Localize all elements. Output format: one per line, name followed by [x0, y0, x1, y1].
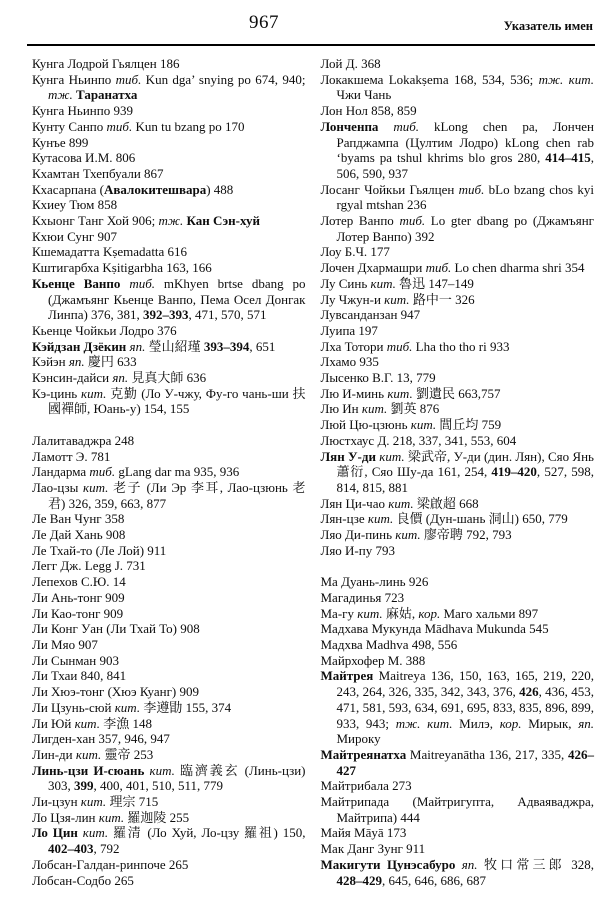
index-entry: [321, 119, 595, 182]
index-entry: [32, 511, 306, 527]
entry-segment: 414–415: [545, 150, 591, 166]
index-entry: [321, 339, 595, 355]
entry-segment: кит.: [410, 417, 437, 433]
entry-segment: кит.: [370, 275, 396, 291]
index-entry: [32, 244, 306, 260]
entry-segment: Maitreya 136, 150, 163, 165, 219, 220, 243, 264, 326, 335, 342, 343, 376,: [336, 668, 594, 700]
index-entry: [32, 166, 306, 182]
index-column-left: [32, 56, 306, 888]
index-entry: [32, 527, 306, 543]
entry-segment: яп.: [578, 715, 594, 731]
index-entry: [321, 292, 595, 308]
entry-segment: Мироку: [336, 731, 381, 747]
entry-segment: тиб.: [129, 275, 156, 291]
index-entry: [321, 841, 595, 857]
entry-segment: кит.: [367, 511, 394, 527]
entry-segment: 老子 (Ли Эр 李耳, Лао-цзюнь 老君) 326, 359, 663, 877: [48, 479, 306, 511]
entry-segment: ) 488: [206, 181, 234, 197]
entry-segment: 李漁 148: [99, 715, 152, 731]
entry-segment: Лу Чжун-и: [320, 291, 385, 307]
entry-segment: Ма-гу: [320, 605, 358, 621]
entry-segment: кит.: [81, 385, 107, 401]
index-entry: [321, 857, 595, 888]
entry-segment: 廖帝聘 792, 793: [420, 527, 512, 543]
header-rule: [27, 44, 595, 46]
entry-segment: Лу Синь: [320, 275, 371, 291]
index-entry: [32, 370, 306, 386]
index-entry: [32, 684, 306, 700]
entry-segment: Кхамтан Тхепбуали 867: [32, 165, 164, 181]
entry-segment: тиб.: [89, 464, 116, 480]
entry-segment: Кан Сэн-хуй: [186, 213, 260, 229]
entry-segment: Маго хальми 897: [440, 605, 539, 621]
index-entry: [32, 747, 306, 763]
entry-segment: bLo bzang chos kyi rgyal mtshan 236: [336, 181, 594, 213]
entry-segment: Лин-ди: [32, 746, 76, 762]
entry-segment: 劉遺民 663,757: [412, 385, 501, 401]
index-entry: [321, 653, 595, 669]
entry-segment: кит.: [379, 448, 405, 464]
index-entry: [32, 700, 306, 716]
entry-segment: Магадинья 723: [320, 589, 405, 605]
index-entry: [321, 56, 595, 72]
index-entry: [321, 778, 595, 794]
entry-segment: Лобсан-Галдан-ринпоче 265: [32, 856, 189, 872]
entry-segment: Люстхаус Д. 218, 337, 341, 553, 604: [320, 432, 517, 448]
index-entry: [32, 590, 306, 606]
entry-segment: Легг Дж. Legg J. 731: [32, 558, 146, 574]
entry-segment: 392–393: [143, 307, 189, 323]
entry-segment: , 400, 401, 510, 511, 779: [93, 778, 224, 794]
entry-segment: 瑩山紹瑾: [145, 338, 204, 354]
entry-segment: Ло Цзя-лин: [32, 809, 99, 825]
entry-segment: 劉英 876: [387, 401, 440, 417]
entry-segment: Мирык,: [521, 715, 579, 731]
index-entry: [321, 72, 595, 103]
index-entry: [321, 433, 595, 449]
entry-segment: Лой Д. 368: [320, 56, 381, 71]
index-entry: [32, 339, 306, 355]
entry-segment: Ламотт Э. 781: [32, 448, 111, 464]
entry-segment: mKhyen brtse dbang po (Джамъянг Кьенце Ванпо, Пема Осел Донгак Линпа) 376, 381,: [48, 275, 306, 323]
entry-segment: Лао-цзы: [32, 479, 84, 495]
index-entry: [321, 825, 595, 841]
index-entry: [32, 433, 306, 449]
entry-segment: 393–394: [203, 338, 250, 354]
page-header: [0, 0, 600, 46]
entry-segment: Ли Као-тонг 909: [32, 605, 124, 621]
entry-segment: Линь-цзи И-сюань: [32, 762, 145, 778]
entry-segment: Ло Цин: [32, 825, 78, 841]
entry-segment: кит.: [395, 527, 421, 543]
entry-segment: тж.: [158, 213, 184, 229]
index-entry: [321, 621, 595, 637]
entry-segment: Майтрипада (Майтригупта, Адваяваджра, Майтрипа) 444: [320, 794, 594, 825]
index-entry: [321, 590, 595, 606]
index-entry: [321, 794, 595, 825]
entry-segment: Ма Дуань-линь 926: [320, 574, 429, 590]
entry-segment: 梁武帝, У-ди (дин. Лян), Сяо Янь 蕭衍, Сяо Шу-да 161, 254,: [336, 448, 594, 480]
index-entry: [32, 213, 306, 229]
entry-segment: кит.: [361, 401, 388, 417]
index-entry: [32, 182, 306, 198]
entry-segment: gLang dar ma 935, 936: [115, 464, 240, 480]
entry-segment: , 506, 590, 937: [336, 150, 594, 181]
entry-segment: Кунга Ньинпо: [32, 71, 116, 87]
entry-segment: Ли Конг Уан (Ли Тхай То) 908: [32, 621, 200, 637]
entry-segment: 梁啟超 668: [413, 495, 479, 511]
index-entry: [321, 182, 595, 213]
entry-segment: Ли Хюэ-тонг (Хюэ Куанг) 909: [32, 684, 200, 700]
entry-segment: Майтрибала 273: [320, 778, 412, 794]
entry-segment: Майтрея: [320, 668, 374, 684]
entry-segment: 魯迅 147–149: [395, 275, 474, 291]
entry-segment: Кхюи Сунг 907: [32, 228, 117, 244]
entry-segment: Кэнсин-дайси: [32, 370, 113, 386]
entry-segment: кит.: [83, 479, 109, 495]
index-entry: [321, 276, 595, 292]
entry-segment: , 527, 598, 814, 815, 881: [336, 464, 595, 495]
entry-segment: , 436, 453, 471, 581, 593, 634, 691, 695, 833, 835, 896, 899, 933, 943;: [336, 684, 595, 731]
index-entry: [32, 810, 306, 826]
entry-segment: 閭丘均 759: [436, 417, 502, 433]
index-entry: [32, 794, 306, 810]
index-entry: [321, 449, 595, 496]
entry-segment: Ли Сынман 903: [32, 652, 120, 668]
index-entry: [32, 449, 306, 465]
index-entry: [32, 150, 306, 166]
entry-segment: тж.: [538, 71, 564, 87]
index-entry: [32, 323, 306, 339]
entry-segment: Кэйдзан Дзёкин: [32, 338, 127, 354]
entry-segment: Ли Цзунь-сюй: [32, 699, 115, 715]
entry-segment: Локакшема Lokakṣema 168, 534, 536;: [320, 71, 539, 87]
entry-segment: Кшемадатта Kṣemadatta 616: [32, 244, 188, 260]
entry-segment: , 651: [249, 338, 276, 354]
index-entry: [32, 716, 306, 732]
index-entry: [32, 386, 306, 417]
index-entry: [321, 637, 595, 653]
entry-segment: тиб.: [106, 118, 133, 134]
entry-segment: Ли Ань-тонг 909: [32, 589, 125, 605]
entry-segment: kLong chen pa, Лончен Рапджампа (Цултим Лодро) kLong chen rab ‘byams pa tshul khrims blo gros 280,: [336, 118, 595, 166]
entry-segment: кит.: [80, 794, 107, 810]
entry-segment: тж.: [48, 87, 73, 103]
index-entry: [32, 276, 306, 323]
index-entry: [321, 511, 595, 527]
entry-segment: Кэйэн: [32, 354, 69, 370]
entry-segment: Лысенко В.Г. 13, 779: [320, 370, 436, 386]
index-entry: [321, 307, 595, 323]
index-entry: [32, 103, 306, 119]
entry-segment: Лян У-ди: [320, 448, 376, 464]
entry-segment: Кхасарпана (: [32, 181, 105, 197]
entry-segment: кит.: [98, 809, 125, 825]
entry-segment: Лян Ци-чао: [320, 495, 389, 511]
entry-segment: кор.: [499, 715, 522, 731]
index-entry: [321, 213, 595, 244]
entry-segment: кит.: [357, 605, 383, 621]
entry-segment: кит.: [388, 495, 414, 511]
entry-segment: тиб.: [386, 338, 413, 354]
entry-segment: [378, 119, 393, 134]
index-entry: [321, 417, 595, 433]
entry-segment: яп.: [461, 856, 478, 872]
entry-segment: 羅迦陵 255: [124, 809, 190, 825]
index-entry: [321, 323, 595, 339]
index-entry: [321, 543, 595, 559]
entry-segment: 羅清 (Ло Хуй, Ло-цзу 羅祖) 150,: [108, 825, 306, 841]
index-entry: [32, 574, 306, 590]
index-entry: [321, 606, 595, 622]
entry-segment: Лосанг Чойкьи Гьялцен: [320, 181, 459, 197]
entry-segment: Чжи Чань: [336, 87, 392, 103]
entry-segment: Кунту Санпо: [32, 118, 107, 134]
index-entry: [32, 606, 306, 622]
entry-segment: Ли Юй: [32, 715, 75, 731]
index-entry: [321, 386, 595, 402]
index-entry: [32, 72, 306, 103]
entry-segment: 428–429: [336, 872, 382, 888]
index-entry: [32, 480, 306, 511]
entry-segment: Ле Ван Чунг 358: [32, 511, 125, 527]
entry-segment: Кхиеу Тюм 858: [32, 197, 118, 213]
index-entry: [321, 527, 595, 543]
entry-segment: 426–427: [336, 746, 594, 778]
entry-segment: тиб.: [399, 213, 426, 229]
entry-segment: Луипа 197: [320, 322, 378, 338]
entry-segment: Лотер Ванпо: [320, 213, 400, 229]
entry-segment: тиб.: [425, 260, 452, 276]
entry-segment: 426: [519, 684, 539, 700]
entry-segment: 慶円 633: [84, 354, 137, 370]
entry-segment: Maitreyanātha 136, 217, 335,: [406, 746, 568, 762]
entry-segment: Ли Мяо 907: [32, 637, 98, 652]
entry-segment: Майя Māyā 173: [320, 825, 407, 841]
entry-segment: 見真大師 636: [128, 370, 207, 386]
entry-segment: 理宗 715: [106, 794, 159, 810]
index-entry: [32, 260, 306, 276]
entry-segment: Макигути Цунэсабуро: [320, 856, 456, 872]
entry-segment: Милэ,: [452, 715, 500, 731]
index-entry: [32, 637, 306, 653]
entry-segment: кит.: [384, 291, 410, 307]
entry-segment: Лон Нол 858, 859: [320, 103, 417, 119]
index-entry: [321, 244, 595, 260]
entry-segment: , 792: [93, 841, 120, 857]
index-entry: [321, 260, 595, 276]
entry-segment: Лепехов С.Ю. 14: [32, 574, 126, 590]
entry-segment: Люй Цю-цзюнь: [320, 417, 411, 433]
index-entry: [321, 370, 595, 386]
entry-segment: Ландарма: [32, 464, 90, 480]
index-entry: [32, 464, 306, 480]
entry-segment: Авалокитешвара: [104, 181, 207, 197]
index-entry: [321, 574, 595, 590]
index-entry: [32, 763, 306, 794]
entry-segment: яп.: [129, 338, 146, 354]
index-entry: [32, 558, 306, 574]
entry-segment: , 645, 646, 686, 687: [382, 872, 486, 888]
entry-segment: Лонченпа: [320, 118, 379, 134]
index-entry: [321, 401, 595, 417]
entry-segment: Kun tu bzang po 170: [132, 118, 245, 134]
entry-segment: тж.: [395, 715, 421, 731]
entry-segment: 399: [74, 778, 94, 794]
index-entry: [32, 543, 306, 559]
entry-segment: Кьенце Чойкьи Лодро 376: [32, 322, 177, 338]
entry-segment: 419–420: [491, 464, 537, 480]
entry-segment: Лха Тотори: [320, 338, 387, 354]
index-entry: [32, 229, 306, 245]
entry-segment: Кунга Ньинпо 939: [32, 103, 133, 119]
entry-segment: кит.: [74, 715, 100, 731]
index-entry: [321, 496, 595, 512]
entry-segment: Лалитаваджра 248: [32, 432, 135, 448]
index-column-right: [321, 56, 595, 888]
index-entry: [321, 103, 595, 119]
entry-segment: Лю Ин: [320, 401, 362, 417]
entry-segment: 靈帝 253: [101, 746, 154, 762]
entry-segment: кит.: [387, 385, 413, 401]
entry-segment: Ле Дай Хань 908: [32, 527, 126, 543]
index-entry: [32, 354, 306, 370]
entry-segment: Кутасова И.М. 806: [32, 150, 136, 166]
index-entry: [32, 119, 306, 135]
index-entry: [32, 56, 306, 72]
entry-segment: кит.: [75, 746, 102, 762]
entry-segment: Ляо Ди-пинь: [320, 527, 396, 543]
index-entry: [32, 197, 306, 213]
entry-segment: кит.: [427, 715, 453, 731]
entry-segment: Таранатха: [75, 87, 138, 103]
entry-segment: 402–403: [48, 841, 94, 857]
entry-segment: кит.: [149, 762, 175, 778]
index-entry: [32, 135, 306, 151]
entry-segment: Кьенце Ванпо: [32, 275, 121, 291]
entry-segment: тиб.: [115, 71, 142, 87]
index-entry: [32, 668, 306, 684]
index-entry: [32, 857, 306, 873]
entry-segment: Лобсан-Содбо 265: [32, 872, 134, 888]
entry-segment: кор.: [418, 605, 441, 621]
entry-segment: яп.: [68, 354, 85, 370]
entry-segment: Ли-цзун: [32, 794, 81, 810]
entry-segment: Кунга Лодрой Гьялцен 186: [32, 56, 180, 71]
entry-segment: Ляо И-пу 793: [320, 542, 395, 558]
index-entry: [32, 731, 306, 747]
entry-segment: 麻姑,: [382, 605, 419, 621]
entry-segment: тиб.: [393, 118, 420, 134]
entry-segment: 克勤 (Ло У-чжу, Фу-го чань-ши 扶國禪師, Юань-у) 154, 155: [48, 385, 306, 417]
entry-segment: 臨濟義玄 (Линь-цзи) 303,: [48, 762, 306, 794]
entry-segment: Лочен Дхармашри: [320, 260, 426, 276]
entry-segment: Ли Тхаи 840, 841: [32, 668, 127, 684]
entry-segment: Мак Данг Зунг 911: [320, 841, 426, 857]
entry-segment: Мадхава Мукунда Mādhava Mukunda 545: [320, 621, 549, 637]
index-entry: [32, 873, 306, 889]
running-head-title: Указатель имен: [503, 19, 593, 33]
entry-segment: 路中一 326: [409, 291, 475, 307]
entry-segment: Лоу Б.Ч. 177: [320, 244, 390, 260]
entry-segment: Кштигарбха Kṣitigarbha 163, 166: [32, 260, 212, 276]
index-entry: [32, 653, 306, 669]
entry-segment: Мадхва Madhva 498, 556: [320, 637, 458, 652]
entry-segment: 李遵勖 155, 374: [140, 699, 232, 715]
entry-segment: Lo gter dbang po (Джамъянг Лотер Ванпо) 392: [336, 213, 594, 244]
entry-segment: 良價 (Дун-шань 洞山) 650, 779: [393, 511, 568, 527]
entry-segment: , 471, 570, 571: [188, 307, 267, 323]
entry-segment: 牧口常三郎 328,: [477, 856, 594, 872]
entry-segment: Майтреянатха: [320, 746, 407, 762]
entry-segment: [120, 276, 129, 291]
entry-segment: кит.: [82, 825, 109, 841]
entry-segment: Лю И-минь: [320, 385, 388, 401]
entry-segment: Кунъе 899: [32, 134, 89, 150]
page-number: 967: [249, 12, 279, 33]
entry-segment: тиб.: [458, 181, 485, 197]
entry-segment: Майрхофер М. 388: [320, 652, 426, 668]
entry-segment: Kun dga’ snying po 674, 940;: [141, 71, 306, 87]
index-entry: [321, 668, 595, 747]
entry-segment: Лян-цзе: [320, 511, 368, 527]
index-entry: [32, 621, 306, 637]
entry-segment: кит.: [568, 71, 595, 87]
entry-segment: Лигден-хан 357, 946, 947: [32, 731, 170, 747]
entry-segment: Лхамо 935: [320, 354, 379, 370]
entry-segment: Ле Тхай-то (Ле Лой) 911: [32, 542, 167, 558]
entry-segment: кит.: [114, 699, 141, 715]
entry-segment: Lo chen dharma shri 354: [451, 260, 585, 276]
index-entry: [321, 354, 595, 370]
entry-segment: Лувсанданзан 947: [320, 307, 421, 323]
entry-segment: Кхыонг Танг Хой 906;: [32, 213, 159, 229]
entry-segment: Lha tho tho ri 933: [412, 338, 510, 354]
entry-segment: Кэ-цинь: [32, 385, 82, 401]
index-entry: [321, 747, 595, 778]
entry-segment: яп.: [112, 370, 129, 386]
index-entry: [32, 825, 306, 856]
index-columns: [0, 46, 600, 888]
